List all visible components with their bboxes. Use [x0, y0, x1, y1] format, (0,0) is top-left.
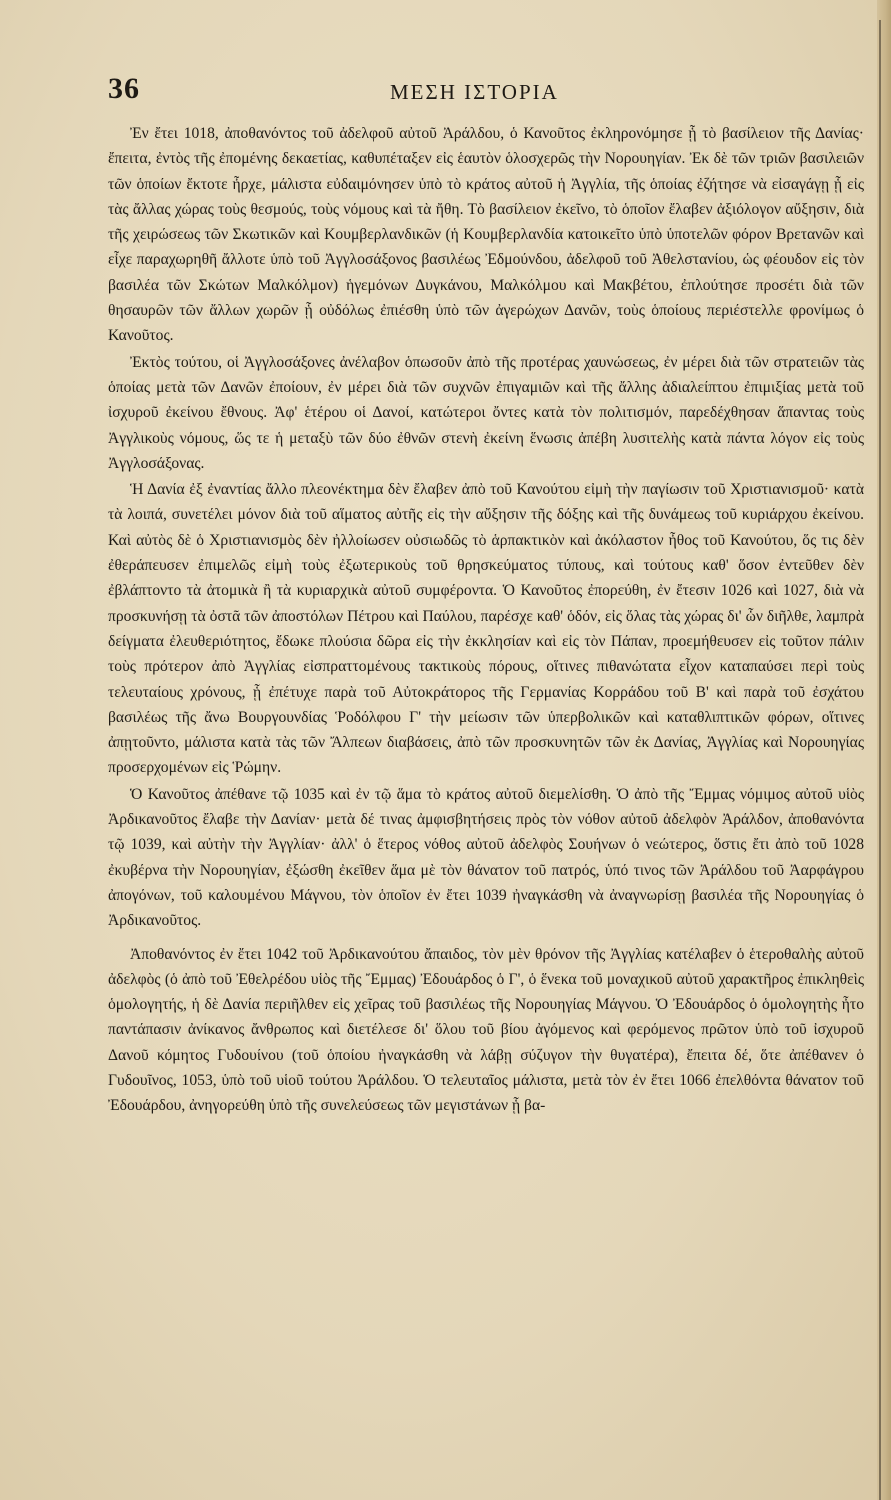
page-edge-line [879, 20, 881, 1500]
running-head: ΜΕΣΗ ΙΣΤΟΡΙΑ [390, 80, 559, 104]
paragraph: Ἐκτὸς τούτου, οἱ Ἀγγλοσάξονες ἀνέλαβον ὁπωσοῦν ἀπὸ τῆς προτέρας χαυνώσεως, ἐν μέρει διὰ τῶν στρατειῶν τὰς ὁποίας μετὰ τῶν Δανῶν ἐποίουν, ἐν μέρει διὰ τῶν συχνῶν ἐπιγαμιῶν καὶ τῆς ἄλλης ἀδιαλείπτου ἐπιμιξίας μετὰ τοῦ ἰσχυροῦ ἐκείνου ἔθνους. Ἀφ' ἑτέρου οἱ Δανοί, κατώτεροι ὄντες κατὰ τὸν πολιτισμόν, παρεδέχθησαν ἅπαντας τοὺς Ἀγγλικοὺς νόμους, ὥς τε ἡ μεταξὺ τῶν δύο ἐθνῶν στενὴ ἐκείνη ἕνωσις ἀπέβη λυσιτελὴς κατὰ πάντα λόγον εἰς τοὺς Ἀγγλοσάξονας. [108, 353, 864, 472]
paragraph: Ἐν ἔτει 1018, ἀποθανόντος τοῦ ἀδελφοῦ αὐτοῦ Ἀράλδου, ὁ Κανοῦτος ἐκληρονόμησε ᾗ τὸ βασίλειον τῆς Δανίας· ἔπειτα, ἐντὸς τῆς ἐπομένης δεκαετίας, καθυπέταξεν εἰς ἑαυτὸν ὁλοσχερῶς τὴν Νορουηγίαν. Ἐκ δὲ τῶν τριῶν βασιλειῶν τῶν ὁποίων ἔκτοτε ἦρχε, μάλιστα εὐδαιμόνησεν ὑπὸ τὸ κράτος αὐτοῦ ἡ Ἀγγλία, τῆς ὁποίας ἐζήτησε νὰ εἰσαγάγῃ ᾗ εἰς τὰς ἄλλας χώρας τοὺς θεσμούς, τοὺς νόμους καὶ τὰ ἤθη. Τὸ βασίλειον ἐκεῖνο, τὸ ὁποῖον ἔλαβεν ἀξιόλογον αὔξησιν, διὰ τῆς χειρώσεως τῶν Σκωτικῶν καὶ Κουμβερλανδικῶν (ἡ Κουμβερλανδία κατοικεῖτο ὑπὸ ὑποτελῶν φόρον Βρετανῶν καὶ εἶχε παραχωρηθῆ ἄλλοτε ὑπὸ τοῦ Ἀγγλοσάξονος βασιλέως Ἐδμούνδου, ἀδελφοῦ τοῦ Ἀθελστανίου, ὡς φέουδον εἰς τὸν βασιλέα τῶν Σκώτων Μαλκόλμον) ἡγεμόνων Δυγκάνου, Μαλκόλμου καὶ Μακβέτου, ἐπλούτησε προσέτι διὰ τῶν θησαυρῶν τῶν ἄλλων χωρῶν ᾗ οὐδόλως ἐπιέσθη ὑπὸ τῶν ἀγερώχων Δανῶν, τοὺς ὁποίους περιέστελλε φρονίμως ὁ Κανοῦτος. [108, 125, 864, 345]
page-header [0, 72, 891, 108]
page-number: 36 [108, 72, 140, 105]
paragraph: Ὁ Κανοῦτος ἀπέθανε τῷ 1035 καὶ ἐν τῷ ἅμα τὸ κράτος αὐτοῦ διεμελίσθη. Ὁ ἀπὸ τῆς Ἔμμας νόμιμος αὐτοῦ υἱὸς Ἀρδικανοῦτος ἔλαβε τὴν Δανίαν· μετὰ δέ τινας ἀμφισβητήσεις πρὸς τὸν νόθον αὐτοῦ ἀδελφὸν Ἀράλδον, ἀποθανόντα τῷ 1039, καὶ αὐτὴν τὴν Ἀγγλίαν· ἀλλ' ὁ ἕτερος νόθος αὐτοῦ ἀδελφὸς Σουήνων ὁ νεώτερος, ὅστις ἔτι ἀπὸ τοῦ 1028 ἐκυβέρνα τὴν Νορουηγίαν, ἐξώσθη ἐκεῖθεν ἅμα μὲ τὸν θάνατον τοῦ πατρός, ὑπό τινος τῶν Ἀράλδου τοῦ Ἀαρφάγρου ἀπογόνων, τοῦ καλουμένου Μάγνου, τὸν ὁποῖον ἐν ἔτει 1039 ἠναγκάσθη νὰ ἀναγνωρίσῃ βασιλέα τῆς Νορουηγίας ὁ Ἀρδικανοῦτος. [108, 785, 864, 930]
paragraph: Ἡ Δανία ἐξ ἐναντίας ἄλλο πλεονέκτημα δὲν ἔλαβεν ἀπὸ τοῦ Κανούτου εἰμὴ τὴν παγίωσιν τοῦ Χριστιανισμοῦ· κατὰ τὰ λοιπά, συνετέλει μόνον διὰ τοῦ αἵματος αὐτῆς εἰς τὴν αὔξησιν τῆς δόξης καὶ τῆς δυνάμεως τοῦ κυριάρχου ἐκείνου. Καὶ αὐτὸς δὲ ὁ Χριστιανισμὸς δὲν ἠλλοίωσεν οὐσιωδῶς τὸ ἁρπακτικὸν καὶ ἀκόλαστον ἦθος τοῦ Κανούτου, ὅς τις δὲν ἐθεράπευσεν ἐπιμελῶς εἰμὴ τοὺς ἐξωτερικοὺς τοῦ θρησκεύματος τύπους, καὶ τούτους καθ' ὅσον ἐντεῦθεν δὲν ἐβλάπτοντο τὰ ἀτομικὰ ἢ τὰ κυριαρχικὰ αὐτοῦ συμφέροντα. Ὁ Κανοῦτος ἐπορεύθη, ἐν ἔτεσιν 1026 καὶ 1027, διὰ νὰ προσκυνήσῃ τὰ ὀστᾶ τῶν ἀποστόλων Πέτρου καὶ Παύλου, παρέσχε καθ' ὁδόν, εἰς ὅλας τὰς χώρας δι' ὧν διῆλθε, λαμπρὰ δείγματα ἐλευθεριότητος, ἔδωκε πλούσια δῶρα εἰς τὴν ἐκκλησίαν καὶ εἰς τὸν Πάπαν, προεμήθευσεν εἰς τοῦτον πάλιν τοὺς πρότερον ἀπὸ Ἀγγλίας εἰσπραττομένους τακτικοὺς πόρους, οἵτινες πιθανώτατα εἶχον καταπαύσει περὶ τοὺς τελευταίους χρόνους, ᾗ ἐπέτυχε παρὰ τοῦ Αὐτοκράτορος τῆς Γερμανίας Κορράδου τοῦ Β' καὶ παρὰ τοῦ ἐσχάτου βασιλέως τῆς ἄνω Βουργουνδίας Ῥοδόλφου Γ' τὴν μείωσιν τῶν ὑπερβολικῶν καὶ καταθλιπτικῶν φόρων, οἵτινες ἀπῃτοῦντο, μάλιστα κατὰ τὰς τῶν Ἄλπεων διαβάσεις, ἀπὸ τῶν προσκυνητῶν τῶν ἐκ Δανίας, Ἀγγλίας καὶ Νορουηγίας προσερχομένων εἰς Ῥώμην. [108, 481, 864, 777]
paragraph: Ἀποθανόντος ἐν ἔτει 1042 τοῦ Ἀρδικανούτου ἄπαιδος, τὸν μὲν θρόνον τῆς Ἀγγλίας κατέλαβεν ὁ ἑτεροθαλὴς αὐτοῦ ἀδελφὸς (ὁ ἀπὸ τοῦ Ἐθελρέδου υἱὸς τῆς Ἔμμας) Ἐδουάρδος ὁ Γ', ὁ ἕνεκα τοῦ μοναχικοῦ αὐτοῦ χαρακτῆρος ἐπικληθεὶς ὁμολογητής, ἡ δὲ Δανία περιῆλθεν εἰς χεῖρας τοῦ βασιλέως τῆς Νορουηγίας Μάγνου. Ὁ Ἐδουάρδος ὁ ὁμολογητὴς ἦτο παντάπασιν ἀνίκανος ἄνθρωπος καὶ διετέλεσε δι' ὅλου τοῦ βίου ἀγόμενος καὶ φερόμενος πρῶτον ὑπὸ τοῦ ἰσχυροῦ Δανοῦ κόμητος Γυδουίνου (τοῦ ὁποίου ἠναγκάσθη νὰ λάβῃ σύζυγον τὴν θυγατέρα), ἔπειτα δέ, ὅτε ἀπέθανεν ὁ Γυδουῖνος, 1053, ὑπὸ τοῦ υἱοῦ τούτου Ἀράλδου. Ὁ τελευταῖος μάλιστα, μετὰ τὸν ἐν ἔτει 1066 ἐπελθόντα θάνατον τοῦ Ἐδουάρδου, ἀνηγορεύθη ὑπὸ τῆς συνελεύσεως τῶν μεγιστάνων ᾗ βα- [108, 945, 864, 1115]
body-text [108, 121, 864, 1119]
